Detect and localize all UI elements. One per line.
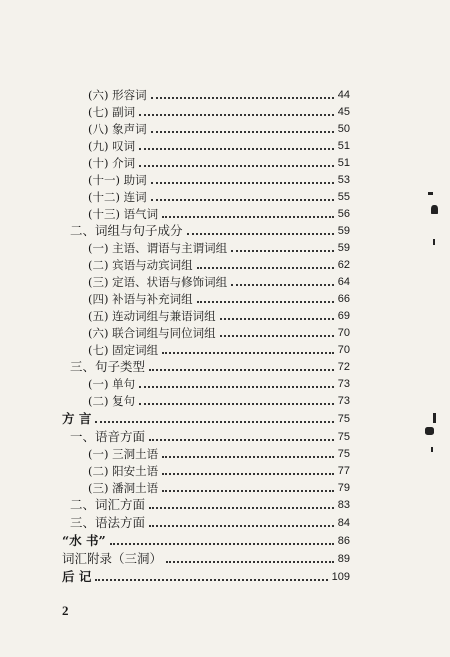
toc-entry-title: (十二) 连词 — [88, 190, 147, 204]
dot-leader — [162, 473, 334, 475]
dot-leader — [197, 301, 334, 303]
dot-leader — [139, 148, 334, 150]
toc-entry-title: (十) 介词 — [88, 156, 136, 170]
toc-entry-page: 69 — [337, 310, 350, 322]
toc-entry-page: 66 — [337, 293, 350, 305]
toc-entry-page: 56 — [337, 208, 350, 220]
toc-entry-page: 73 — [337, 378, 350, 390]
dot-leader — [95, 421, 333, 423]
toc-entry-page: 79 — [337, 482, 350, 494]
toc-entry-page: 50 — [337, 123, 350, 135]
toc-entry-page: 72 — [337, 361, 350, 373]
toc-entry-page: 75 — [337, 448, 350, 460]
toc-entry-page: 59 — [337, 242, 350, 254]
dot-leader — [231, 250, 334, 252]
toc-entry-title: (一) 单句 — [88, 377, 136, 391]
toc-entry-page: 86 — [337, 535, 350, 547]
dot-leader — [197, 267, 334, 269]
toc-entry-page: 45 — [337, 106, 350, 118]
scan-mark — [428, 192, 433, 195]
dot-leader — [149, 369, 334, 371]
toc-entry-title: 三、句子类型 — [70, 359, 146, 374]
toc-entry — [88, 443, 350, 461]
toc-entry-title: (二) 复句 — [88, 394, 136, 408]
scan-mark — [433, 413, 436, 423]
toc-entry — [88, 152, 350, 170]
toc-entry-title: (九) 叹词 — [88, 139, 136, 153]
dot-leader — [149, 525, 334, 527]
dot-leader — [149, 507, 334, 509]
toc-entry-title: (六) 形容词 — [88, 88, 147, 102]
toc-entry-title: (七) 固定词组 — [88, 343, 159, 357]
toc-entry — [70, 426, 350, 444]
toc-entry-title: (一) 主语、谓语与主谓词组 — [88, 241, 228, 255]
scan-mark — [425, 427, 434, 435]
dot-leader — [162, 490, 334, 492]
toc-entry-title: 一、语音方面 — [70, 429, 146, 444]
dot-leader — [110, 543, 334, 545]
dot-leader — [231, 284, 334, 286]
toc-entry — [88, 339, 350, 357]
toc-entry — [88, 118, 350, 136]
scan-mark — [431, 447, 433, 452]
toc-entry — [62, 548, 350, 566]
dot-leader — [139, 403, 334, 405]
toc-entry-title: 词汇附录（三洞） — [62, 551, 163, 566]
toc-entry — [88, 203, 350, 221]
toc-entry-page: 55 — [337, 191, 350, 203]
toc-entry-page: 75 — [337, 413, 350, 425]
toc-entry — [70, 512, 350, 530]
toc-entry — [70, 356, 350, 374]
toc-entry-title: 二、词组与句子成分 — [70, 223, 183, 238]
toc-entry — [88, 477, 350, 495]
toc-entry-title: (十一) 助词 — [88, 173, 147, 187]
scan-mark — [433, 239, 435, 245]
toc-entry — [88, 101, 350, 119]
toc-entry — [88, 135, 350, 153]
toc-entry-title: (七) 副词 — [88, 105, 136, 119]
toc-entry-page: 51 — [337, 157, 350, 169]
toc-entry-page: 59 — [337, 225, 350, 237]
dot-leader — [139, 114, 334, 116]
dot-leader — [162, 216, 334, 218]
toc-entry-title: (六) 联合词组与同位词组 — [88, 326, 216, 340]
dot-leader — [151, 131, 334, 133]
toc-entry-page: 84 — [337, 517, 350, 529]
toc-entry — [62, 408, 350, 426]
toc-entry-title: (五) 连动词组与兼语词组 — [88, 309, 216, 323]
toc-entry — [88, 305, 350, 323]
dot-leader — [166, 561, 334, 563]
dot-leader — [95, 579, 327, 581]
toc-entry — [62, 530, 350, 548]
toc-entry — [88, 288, 350, 306]
dot-leader — [220, 318, 334, 320]
toc-entry — [88, 322, 350, 340]
toc-entry-title: (二) 宾语与动宾词组 — [88, 258, 193, 272]
toc-entry-page: 83 — [337, 499, 350, 511]
toc-entry — [88, 254, 350, 272]
toc-entry-title: (一) 三洞土语 — [88, 447, 159, 461]
toc-entry-page: 62 — [337, 259, 350, 271]
dot-leader — [149, 439, 334, 441]
toc-entry-page: 73 — [337, 395, 350, 407]
dot-leader — [220, 335, 334, 337]
dot-leader — [162, 456, 334, 458]
toc-entry-title: (十三) 语气词 — [88, 207, 159, 221]
toc-entry — [88, 237, 350, 255]
toc-entry — [70, 220, 350, 238]
toc-entry-page: 109 — [331, 571, 350, 583]
toc-entry-title: 二、词汇方面 — [70, 497, 146, 512]
toc-entry-page: 53 — [337, 174, 350, 186]
toc-entry — [70, 494, 350, 512]
dot-leader — [151, 97, 334, 99]
toc-entry — [88, 169, 350, 187]
toc-entry — [88, 460, 350, 478]
toc-entry-page: 70 — [337, 327, 350, 339]
dot-leader — [162, 352, 334, 354]
dot-leader — [151, 182, 334, 184]
toc-entry-title: (三) 潘洞土语 — [88, 481, 159, 495]
toc-entry-title: (二) 阳安土语 — [88, 464, 159, 478]
dot-leader — [187, 233, 334, 235]
toc-entry — [88, 390, 350, 408]
toc-entry-title: 三、语法方面 — [70, 515, 146, 530]
toc-entry — [88, 186, 350, 204]
dot-leader — [139, 165, 334, 167]
toc-entry-page: 70 — [337, 344, 350, 356]
toc-entry-page: 51 — [337, 140, 350, 152]
toc-entry-page: 89 — [337, 553, 350, 565]
page-number: 2 — [62, 603, 69, 618]
toc-entry-title: 方 言 — [62, 411, 92, 426]
toc-entry — [88, 373, 350, 391]
toc-entry-page: 77 — [337, 465, 350, 477]
toc-entry-title: (八) 象声词 — [88, 122, 147, 136]
toc-entry-page: 64 — [337, 276, 350, 288]
toc-entry — [62, 566, 350, 584]
toc-entry — [88, 271, 350, 289]
toc-entry-page: 44 — [337, 89, 350, 101]
toc-entry-title: 后 记 — [62, 569, 92, 584]
toc-entry-title: (三) 定语、状语与修饰词组 — [88, 275, 228, 289]
toc-entry-title: (四) 补语与补充词组 — [88, 292, 193, 306]
toc-entry-page: 75 — [337, 431, 350, 443]
scan-mark — [431, 205, 438, 214]
toc-entry — [88, 84, 350, 102]
dot-leader — [139, 386, 334, 388]
toc-entry-title: “水 书” — [62, 533, 106, 548]
dot-leader — [151, 199, 334, 201]
